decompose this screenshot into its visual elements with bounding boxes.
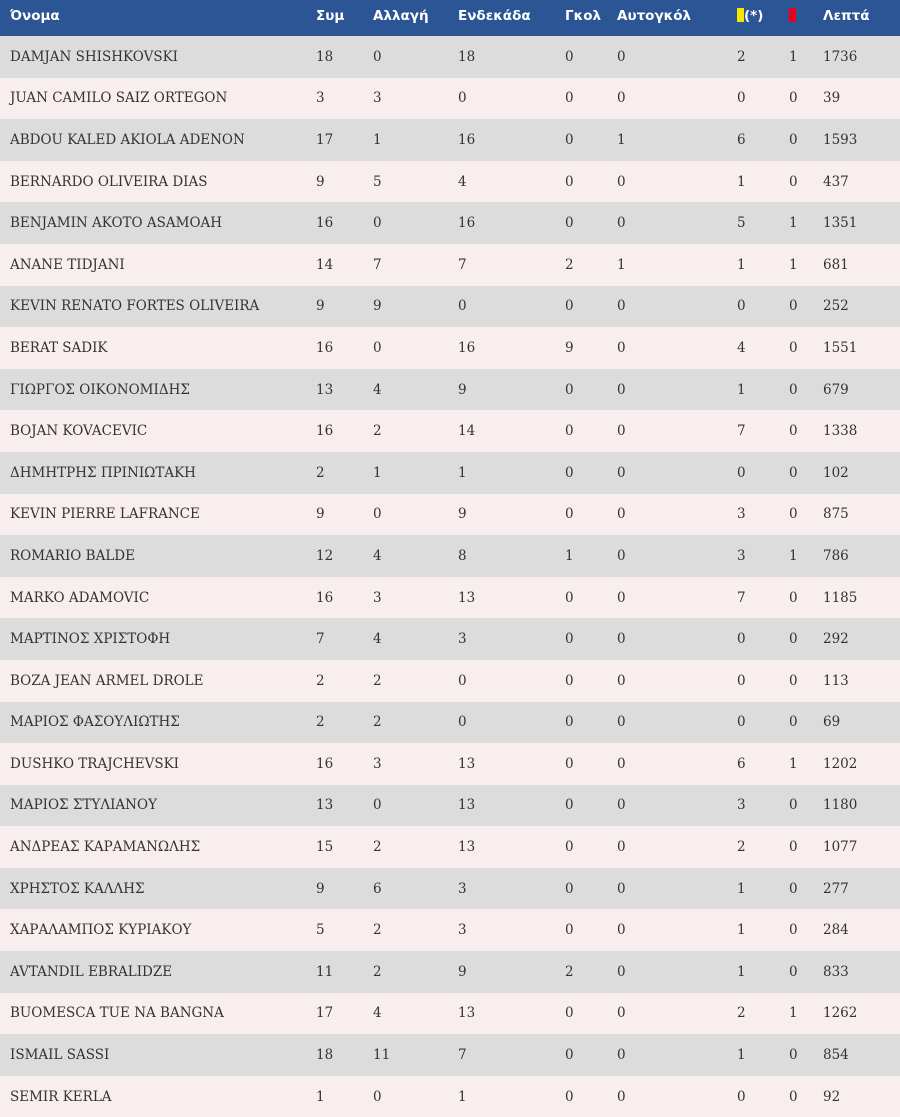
- own-goals-cell: 0: [617, 423, 626, 440]
- red-cards-cell: 1: [789, 215, 798, 232]
- apps-cell: 2: [316, 714, 325, 731]
- starts-cell: 14: [458, 423, 476, 440]
- player-name-cell: BERNARDO OLIVEIRA DIAS: [10, 173, 208, 190]
- red-cards-cell: 0: [789, 173, 798, 190]
- yellow-cards-cell: 1: [737, 381, 746, 398]
- apps-cell: 5: [316, 922, 325, 939]
- red-cards-cell: 0: [789, 1047, 798, 1064]
- sub-cell: 0: [373, 48, 382, 65]
- own-goals-cell: 0: [617, 173, 626, 190]
- starts-cell: 8: [458, 547, 467, 564]
- player-name-cell: ABDOU KALED AKIOLA ADENON: [10, 131, 245, 148]
- goals-cell: 0: [565, 131, 574, 148]
- yellow-cards-cell: 0: [737, 672, 746, 689]
- table-row[interactable]: [0, 286, 900, 328]
- own-goals-cell: 1: [617, 256, 626, 273]
- red-cards-cell: 0: [789, 90, 798, 107]
- sub-cell: 4: [373, 631, 382, 648]
- minutes-cell: 679: [823, 381, 849, 398]
- sub-cell: 3: [373, 589, 382, 606]
- red-cards-cell: 0: [789, 880, 798, 897]
- apps-cell: 18: [316, 48, 334, 65]
- goals-cell: 1: [565, 547, 574, 564]
- sub-cell: 1: [373, 131, 382, 148]
- minutes-cell: 1262: [823, 1005, 858, 1022]
- apps-cell: 16: [316, 215, 334, 232]
- col-header-apps[interactable]: Συμ: [306, 0, 363, 36]
- yellow-cards-cell: 2: [737, 839, 746, 856]
- col-header-minutes[interactable]: Λεπτά: [813, 0, 900, 36]
- table-row[interactable]: [0, 868, 900, 910]
- red-cards-cell: 1: [789, 547, 798, 564]
- starts-cell: 4: [458, 173, 467, 190]
- goals-cell: 0: [565, 381, 574, 398]
- apps-cell: 16: [316, 339, 334, 356]
- own-goals-cell: 0: [617, 464, 626, 481]
- yellow-cards-cell: 0: [737, 90, 746, 107]
- table-row[interactable]: [0, 494, 900, 536]
- yellow-cards-cell: 5: [737, 215, 746, 232]
- yellow-cards-cell: 6: [737, 755, 746, 772]
- sub-cell: 6: [373, 880, 382, 897]
- sub-cell: 3: [373, 755, 382, 772]
- red-cards-cell: 0: [789, 839, 798, 856]
- yellow-cards-cell: 6: [737, 131, 746, 148]
- table-body: [0, 36, 900, 1117]
- goals-cell: 0: [565, 1047, 574, 1064]
- starts-cell: 13: [458, 1005, 476, 1022]
- apps-cell: 1: [316, 1088, 325, 1105]
- starts-cell: 9: [458, 381, 467, 398]
- apps-cell: 9: [316, 880, 325, 897]
- yellow-cards-cell: 2: [737, 1005, 746, 1022]
- player-name-cell: ΜΑΡΙΟΣ ΦΑΣΟΥΛΙΩΤΗΣ: [10, 714, 180, 731]
- minutes-cell: 854: [823, 1047, 849, 1064]
- own-goals-cell: 0: [617, 215, 626, 232]
- minutes-cell: 102: [823, 464, 849, 481]
- yellow-cards-cell: 0: [737, 464, 746, 481]
- player-name-cell: ΓΙΩΡΓΟΣ ΟΙΚΟΝΟΜΙΔΗΣ: [10, 381, 190, 398]
- table-row[interactable]: [0, 702, 900, 744]
- red-cards-cell: 0: [789, 464, 798, 481]
- yellow-card-suffix: (*): [744, 8, 764, 24]
- apps-cell: 15: [316, 839, 334, 856]
- own-goals-cell: 0: [617, 298, 626, 315]
- goals-cell: 0: [565, 755, 574, 772]
- apps-cell: 16: [316, 589, 334, 606]
- yellow-cards-cell: 1: [737, 963, 746, 980]
- yellow-cards-cell: 3: [737, 506, 746, 523]
- apps-cell: 12: [316, 547, 334, 564]
- yellow-cards-cell: 7: [737, 423, 746, 440]
- goals-cell: 0: [565, 797, 574, 814]
- starts-cell: 3: [458, 922, 467, 939]
- goals-cell: 0: [565, 48, 574, 65]
- starts-cell: 16: [458, 339, 476, 356]
- own-goals-cell: 0: [617, 755, 626, 772]
- goals-cell: 0: [565, 506, 574, 523]
- starts-cell: 13: [458, 755, 476, 772]
- table-header-row: [0, 0, 900, 36]
- player-name-cell: ANANE TIDJANI: [10, 256, 125, 273]
- own-goals-cell: 0: [617, 839, 626, 856]
- col-header-yellow-cards[interactable]: [727, 0, 779, 36]
- apps-cell: 14: [316, 256, 334, 273]
- player-name-cell: ΧΑΡΑΛΑΜΠΟΣ ΚΥΡΙΑΚΟΥ: [10, 922, 192, 939]
- sub-cell: 4: [373, 381, 382, 398]
- starts-cell: 0: [458, 298, 467, 315]
- sub-cell: 0: [373, 797, 382, 814]
- sub-cell: 7: [373, 256, 382, 273]
- goals-cell: 0: [565, 1088, 574, 1105]
- table-row[interactable]: [0, 660, 900, 702]
- minutes-cell: 252: [823, 298, 849, 315]
- sub-cell: 2: [373, 423, 382, 440]
- minutes-cell: 1185: [823, 589, 858, 606]
- red-cards-cell: 0: [789, 922, 798, 939]
- own-goals-cell: 0: [617, 339, 626, 356]
- yellow-cards-cell: 3: [737, 547, 746, 564]
- own-goals-cell: 0: [617, 1005, 626, 1022]
- sub-cell: 2: [373, 839, 382, 856]
- table-row[interactable]: [0, 36, 900, 78]
- table-row[interactable]: [0, 202, 900, 244]
- own-goals-cell: 0: [617, 506, 626, 523]
- table-row[interactable]: [0, 1076, 900, 1117]
- goals-cell: 0: [565, 423, 574, 440]
- player-name-cell: SEMIR KERLA: [10, 1088, 112, 1105]
- col-header-starts[interactable]: Ενδεκάδα: [448, 0, 555, 36]
- apps-cell: 7: [316, 631, 325, 648]
- minutes-cell: 69: [823, 714, 841, 731]
- minutes-cell: 437: [823, 173, 849, 190]
- goals-cell: 0: [565, 1005, 574, 1022]
- own-goals-cell: 0: [617, 963, 626, 980]
- goals-cell: 0: [565, 922, 574, 939]
- player-name-cell: AVTANDIL EBRALIDZE: [10, 963, 173, 980]
- red-cards-cell: 0: [789, 381, 798, 398]
- goals-cell: 0: [565, 714, 574, 731]
- own-goals-cell: 0: [617, 381, 626, 398]
- apps-cell: 11: [316, 963, 334, 980]
- starts-cell: 0: [458, 90, 467, 107]
- minutes-cell: 1202: [823, 755, 858, 772]
- sub-cell: 0: [373, 215, 382, 232]
- table-row[interactable]: [0, 909, 900, 951]
- apps-cell: 2: [316, 672, 325, 689]
- col-header-sub[interactable]: Αλλαγή: [363, 0, 448, 36]
- own-goals-cell: 0: [617, 48, 626, 65]
- table-row[interactable]: [0, 369, 900, 411]
- yellow-card-icon: [737, 8, 744, 22]
- goals-cell: 0: [565, 839, 574, 856]
- sub-cell: 2: [373, 714, 382, 731]
- goals-cell: 0: [565, 215, 574, 232]
- yellow-cards-cell: 1: [737, 1047, 746, 1064]
- red-cards-cell: 0: [789, 963, 798, 980]
- apps-cell: 13: [316, 797, 334, 814]
- yellow-cards-cell: 1: [737, 256, 746, 273]
- apps-cell: 16: [316, 423, 334, 440]
- player-name-cell: ΑΝΔΡΕΑΣ ΚΑΡΑΜΑΝΩΛΗΣ: [10, 839, 201, 856]
- player-name-cell: ΔΗΜΗΤΡΗΣ ΠΡΙΝΙΩΤΑΚΗ: [10, 464, 196, 481]
- table-row[interactable]: [0, 577, 900, 619]
- red-cards-cell: 0: [789, 339, 798, 356]
- table-row[interactable]: [0, 161, 900, 203]
- table-row[interactable]: [0, 535, 900, 577]
- table-row[interactable]: [0, 78, 900, 120]
- own-goals-cell: 0: [617, 714, 626, 731]
- red-cards-cell: 1: [789, 256, 798, 273]
- table-row[interactable]: [0, 119, 900, 161]
- red-cards-cell: 1: [789, 755, 798, 772]
- red-cards-cell: 0: [789, 589, 798, 606]
- red-cards-cell: 0: [789, 631, 798, 648]
- sub-cell: 0: [373, 339, 382, 356]
- goals-cell: 0: [565, 298, 574, 315]
- own-goals-cell: 0: [617, 589, 626, 606]
- col-header-goals[interactable]: Γκολ: [555, 0, 607, 36]
- red-cards-cell: 0: [789, 131, 798, 148]
- sub-cell: 0: [373, 506, 382, 523]
- goals-cell: 0: [565, 90, 574, 107]
- starts-cell: 1: [458, 464, 467, 481]
- player-name-cell: BUOMESCA TUE NA BANGNA: [10, 1005, 224, 1022]
- player-name-cell: DUSHKO TRAJCHEVSKI: [10, 755, 180, 772]
- apps-cell: 16: [316, 755, 334, 772]
- red-cards-cell: 1: [789, 1005, 798, 1022]
- minutes-cell: 92: [823, 1088, 841, 1105]
- col-header-red-cards[interactable]: [779, 0, 813, 36]
- red-cards-cell: 0: [789, 672, 798, 689]
- minutes-cell: 1351: [823, 215, 858, 232]
- player-name-cell: DAMJAN SHISHKOVSKI: [10, 48, 179, 65]
- col-header-own-goals[interactable]: Αυτογκόλ: [607, 0, 727, 36]
- red-cards-cell: 0: [789, 298, 798, 315]
- minutes-cell: 277: [823, 880, 849, 897]
- yellow-cards-cell: 1: [737, 173, 746, 190]
- red-cards-cell: 1: [789, 48, 798, 65]
- table-row[interactable]: [0, 826, 900, 868]
- sub-cell: 9: [373, 298, 382, 315]
- starts-cell: 0: [458, 714, 467, 731]
- minutes-cell: 113: [823, 672, 849, 689]
- table-row[interactable]: [0, 452, 900, 494]
- goals-cell: 0: [565, 880, 574, 897]
- minutes-cell: 1338: [823, 423, 858, 440]
- apps-cell: 17: [316, 1005, 334, 1022]
- starts-cell: 0: [458, 672, 467, 689]
- minutes-cell: 786: [823, 547, 849, 564]
- own-goals-cell: 1: [617, 131, 626, 148]
- sub-cell: 4: [373, 1005, 382, 1022]
- red-cards-cell: 0: [789, 423, 798, 440]
- table-row[interactable]: [0, 951, 900, 993]
- apps-cell: 18: [316, 1047, 334, 1064]
- apps-cell: 13: [316, 381, 334, 398]
- table-row[interactable]: [0, 618, 900, 660]
- player-name-cell: BENJAMIN AKOTO ASAMOAH: [10, 215, 223, 232]
- minutes-cell: 1077: [823, 839, 858, 856]
- table-row[interactable]: [0, 785, 900, 827]
- player-name-cell: BOZA JEAN ARMEL DROLE: [10, 672, 204, 689]
- goals-cell: 0: [565, 589, 574, 606]
- player-name-cell: JUAN CAMILO SAIZ ORTEGON: [10, 90, 228, 107]
- starts-cell: 1: [458, 1088, 467, 1105]
- player-name-cell: ΜΑΡΤΙΝΟΣ ΧΡΙΣΤΟΦΗ: [10, 631, 171, 648]
- own-goals-cell: 0: [617, 797, 626, 814]
- minutes-cell: 1551: [823, 339, 858, 356]
- own-goals-cell: 0: [617, 880, 626, 897]
- sub-cell: 5: [373, 173, 382, 190]
- goals-cell: 0: [565, 672, 574, 689]
- yellow-cards-cell: 2: [737, 48, 746, 65]
- sub-cell: 1: [373, 464, 382, 481]
- starts-cell: 3: [458, 631, 467, 648]
- apps-cell: 2: [316, 464, 325, 481]
- minutes-cell: 292: [823, 631, 849, 648]
- yellow-cards-cell: 0: [737, 298, 746, 315]
- sub-cell: 11: [373, 1047, 391, 1064]
- minutes-cell: 875: [823, 506, 849, 523]
- yellow-cards-cell: 7: [737, 589, 746, 606]
- starts-cell: 13: [458, 797, 476, 814]
- red-card-icon: [789, 8, 796, 22]
- red-cards-cell: 0: [789, 714, 798, 731]
- red-cards-cell: 0: [789, 506, 798, 523]
- player-name-cell: BOJAN KOVACEVIC: [10, 423, 148, 440]
- sub-cell: 2: [373, 922, 382, 939]
- starts-cell: 7: [458, 1047, 467, 1064]
- own-goals-cell: 0: [617, 631, 626, 648]
- apps-cell: 9: [316, 298, 325, 315]
- player-name-cell: ROMARIO BALDE: [10, 547, 135, 564]
- table-row[interactable]: [0, 410, 900, 452]
- goals-cell: 0: [565, 173, 574, 190]
- yellow-cards-cell: 1: [737, 922, 746, 939]
- sub-cell: 2: [373, 963, 382, 980]
- table-row[interactable]: [0, 993, 900, 1035]
- own-goals-cell: 0: [617, 547, 626, 564]
- player-name-cell: ΜΑΡΙΟΣ ΣΤΥΛΙΑΝΟΥ: [10, 797, 157, 814]
- goals-cell: 2: [565, 963, 574, 980]
- player-name-cell: MARKO ADAMOVIC: [10, 589, 150, 606]
- sub-cell: 4: [373, 547, 382, 564]
- starts-cell: 18: [458, 48, 476, 65]
- yellow-cards-cell: 3: [737, 797, 746, 814]
- yellow-cards-cell: 1: [737, 880, 746, 897]
- apps-cell: 9: [316, 173, 325, 190]
- table-row[interactable]: [0, 244, 900, 286]
- starts-cell: 16: [458, 215, 476, 232]
- minutes-cell: 1736: [823, 48, 858, 65]
- starts-cell: 16: [458, 131, 476, 148]
- own-goals-cell: 0: [617, 90, 626, 107]
- player-name-cell: ΧΡΗΣΤΟΣ ΚΑΛΛΗΣ: [10, 880, 145, 897]
- starts-cell: 3: [458, 880, 467, 897]
- goals-cell: 0: [565, 631, 574, 648]
- yellow-cards-cell: 0: [737, 714, 746, 731]
- table-row[interactable]: [0, 743, 900, 785]
- own-goals-cell: 0: [617, 922, 626, 939]
- minutes-cell: 284: [823, 922, 849, 939]
- player-name-cell: KEVIN RENATO FORTES OLIVEIRA: [10, 298, 260, 315]
- sub-cell: 3: [373, 90, 382, 107]
- own-goals-cell: 0: [617, 1047, 626, 1064]
- red-cards-cell: 0: [789, 797, 798, 814]
- goals-cell: 2: [565, 256, 574, 273]
- red-cards-cell: 0: [789, 1088, 798, 1105]
- minutes-cell: 39: [823, 90, 841, 107]
- yellow-cards-cell: 0: [737, 631, 746, 648]
- starts-cell: 13: [458, 589, 476, 606]
- yellow-cards-cell: 0: [737, 1088, 746, 1105]
- col-header-name[interactable]: Όνομα: [0, 0, 306, 36]
- player-name-cell: BERAT SADIK: [10, 339, 108, 356]
- sub-cell: 0: [373, 1088, 382, 1105]
- table-row[interactable]: [0, 1034, 900, 1076]
- starts-cell: 7: [458, 256, 467, 273]
- minutes-cell: 1593: [823, 131, 858, 148]
- minutes-cell: 1180: [823, 797, 858, 814]
- player-name-cell: KEVIN PIERRE LAFRANCE: [10, 506, 200, 523]
- own-goals-cell: 0: [617, 672, 626, 689]
- apps-cell: 3: [316, 90, 325, 107]
- minutes-cell: 681: [823, 256, 849, 273]
- apps-cell: 17: [316, 131, 334, 148]
- apps-cell: 9: [316, 506, 325, 523]
- table-row[interactable]: [0, 327, 900, 369]
- starts-cell: 9: [458, 506, 467, 523]
- own-goals-cell: 0: [617, 1088, 626, 1105]
- starts-cell: 13: [458, 839, 476, 856]
- minutes-cell: 833: [823, 963, 849, 980]
- starts-cell: 9: [458, 963, 467, 980]
- goals-cell: 9: [565, 339, 574, 356]
- yellow-cards-cell: 4: [737, 339, 746, 356]
- goals-cell: 0: [565, 464, 574, 481]
- player-name-cell: ISMAIL SASSI: [10, 1047, 110, 1064]
- sub-cell: 2: [373, 672, 382, 689]
